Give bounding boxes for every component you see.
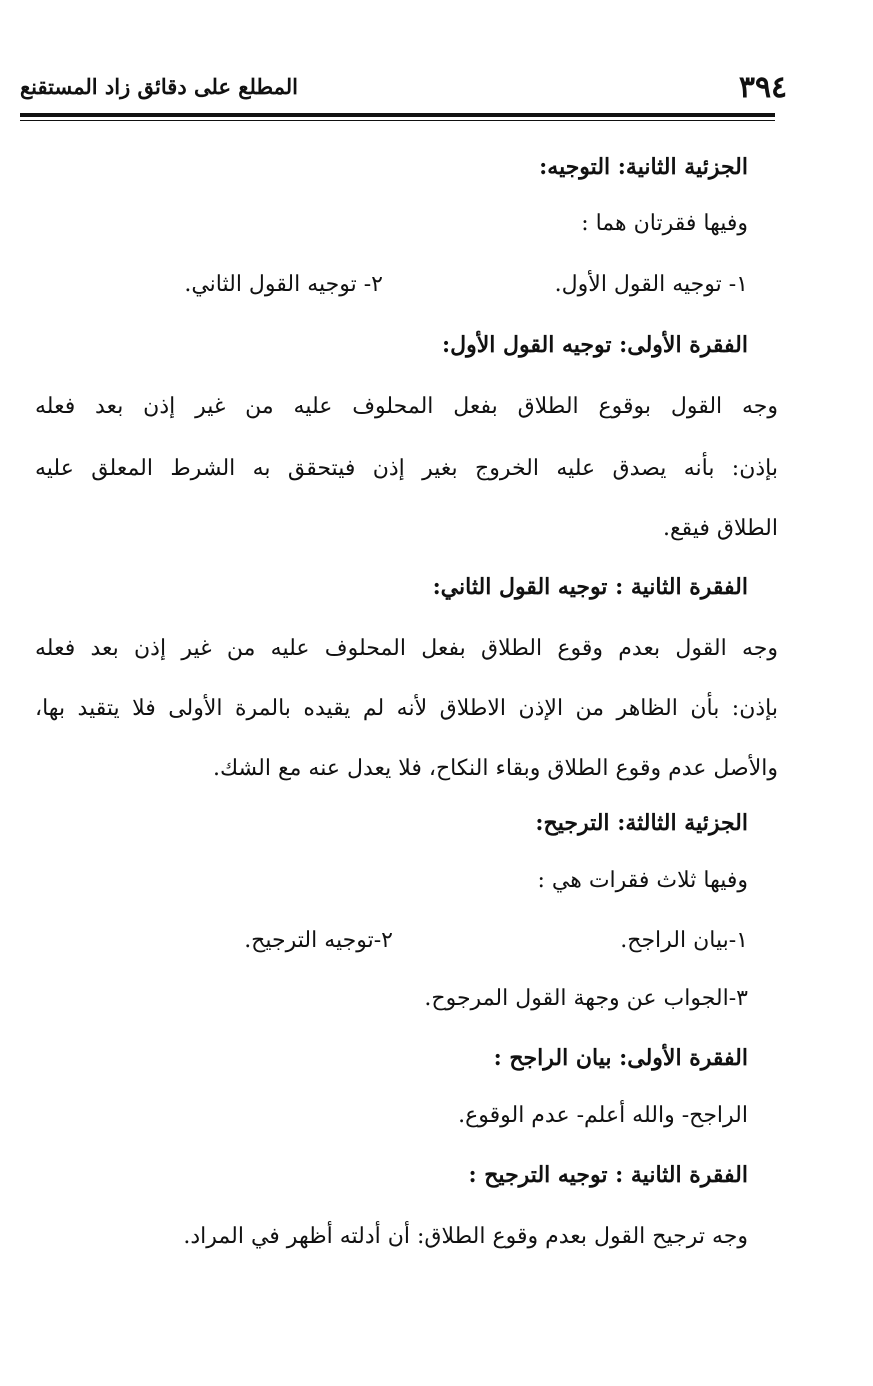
list-item: ٣-الجواب عن وجهة القول المرجوح.	[424, 986, 748, 1011]
running-title: المطلع على دقائق زاد المستقنع	[20, 74, 299, 99]
header-rule-thick	[20, 113, 775, 117]
paragraph-line: وفيها ثلاث فقرات هي :	[537, 868, 748, 893]
paragraph-line: والأصل عدم وقوع الطلاق وبقاء النكاح، فلا يعدل عنه مع الشك.	[212, 756, 778, 781]
paragraph-line: وجه القول بعدم وقوع الطلاق بفعل المحلوف عليه من غير إذن بعد فعله	[35, 636, 778, 661]
paragraph-line: وجه القول بوقوع الطلاق بفعل المحلوف عليه من غير إذن بعد فعله	[35, 394, 778, 419]
page-number: ٣٩٤	[738, 70, 788, 105]
subsection-heading: الفقرة الأولى: توجيه القول الأول:	[441, 332, 748, 358]
paragraph-line: الطلاق فيقع.	[662, 516, 778, 541]
paragraph-line: بإذن: بأن الظاهر من الإذن الاطلاق لأنه لم يقيده بالمرة الأولى فلا يتقيد بها،	[35, 696, 778, 721]
list-item: ١-بيان الراجح.	[620, 928, 748, 953]
paragraph-line: وجه ترجيح القول بعدم وقوع الطلاق: أن أدلته أظهر في المراد.	[183, 1224, 748, 1249]
section-heading-tawjih: الجزئية الثانية: التوجيه:	[539, 154, 748, 180]
section-heading-tarjih: الجزئية الثالثة: الترجيح:	[535, 810, 748, 836]
subsection-heading: الفقرة الأولى: بيان الراجح :	[493, 1045, 748, 1071]
header-rule-thin	[20, 120, 775, 121]
paragraph-line: الراجح- والله أعلم- عدم الوقوع.	[458, 1103, 748, 1128]
list-item: ٢-توجيه الترجيح.	[244, 928, 393, 953]
subsection-heading: الفقرة الثانية : توجيه القول الثاني:	[432, 574, 748, 600]
list-item: ١- توجيه القول الأول.	[554, 272, 748, 297]
list-item: ٢- توجيه القول الثاني.	[184, 272, 383, 297]
paragraph-line: بإذن: بأنه يصدق عليه الخروج بغير إذن فيتحقق به الشرط المعلق عليه	[35, 456, 778, 481]
paragraph-line: وفيها فقرتان هما :	[581, 211, 748, 236]
subsection-heading: الفقرة الثانية : توجيه الترجيح :	[468, 1162, 748, 1188]
